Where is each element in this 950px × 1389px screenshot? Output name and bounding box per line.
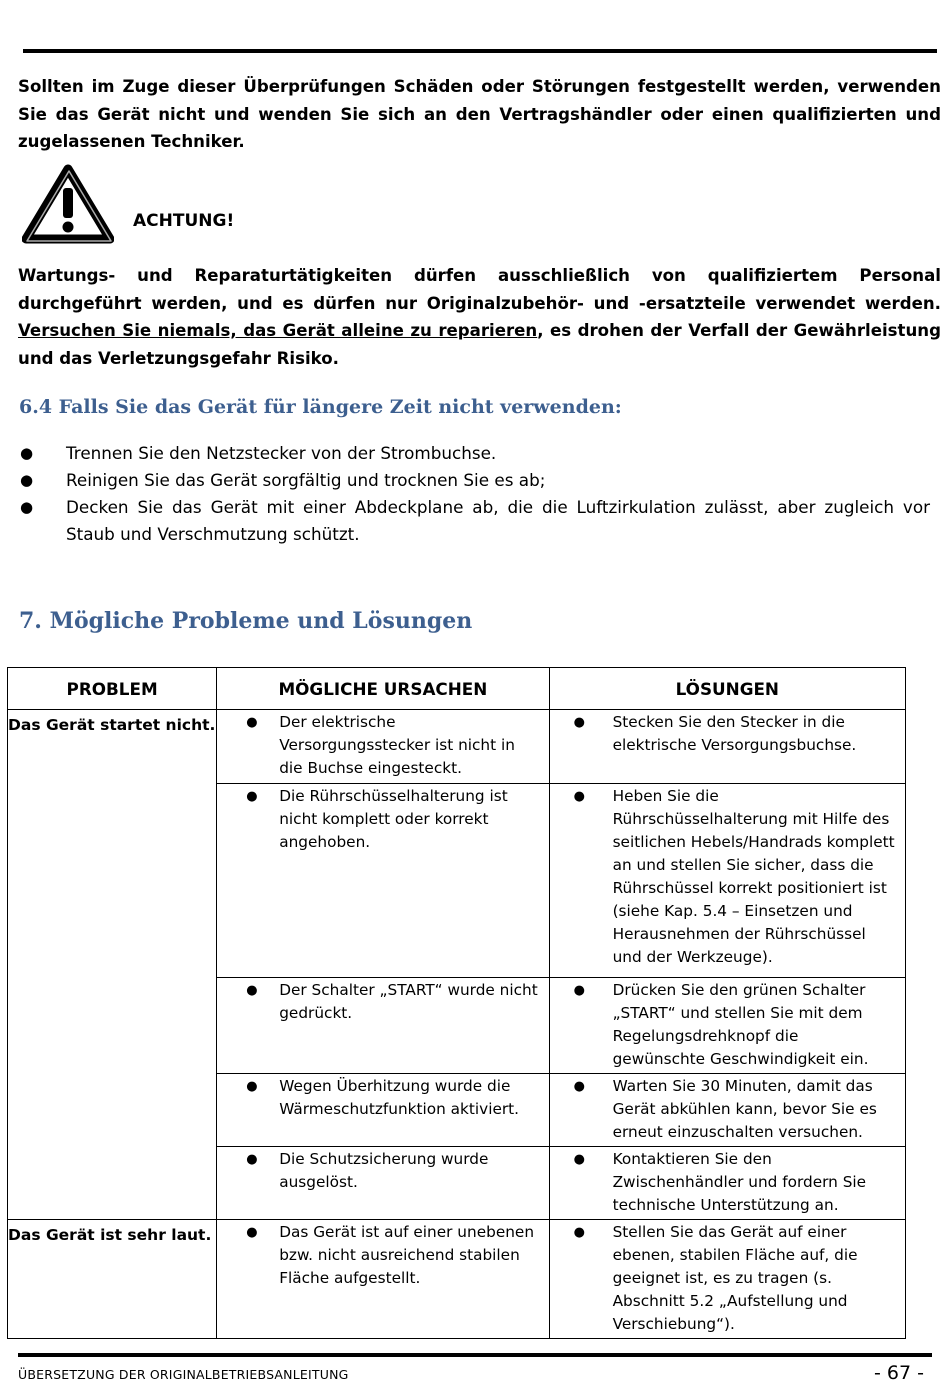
warning-text-part2: , es drohen der Verfall der Gewährleistung und das Verletzungsgefahr Risiko.	[18, 321, 941, 368]
bullet-icon: ●	[573, 715, 585, 730]
cause-text: Der Schalter „START“ wurde nicht gedrückt.	[279, 981, 538, 1022]
cause-text: Die Rührschüsselhalterung ist nicht komplett oder korrekt angehoben.	[279, 787, 508, 851]
solution-cell	[549, 1147, 905, 1220]
solution-text: Warten Sie 30 Minuten, damit das Gerät abkühlen kann, bevor Sie es erneut einzuschalten versuchen.	[612, 1077, 877, 1141]
bullet-icon: ●	[246, 789, 258, 804]
list-item-text: Reinigen Sie das Gerät sorgfältig und trocknen Sie es ab;	[66, 470, 546, 490]
list-item-text: Trennen Sie den Netzstecker von der Strombuchse.	[66, 443, 497, 463]
solution-text: Stecken Sie den Stecker in die elektrische Versorgungsbuchse.	[612, 713, 857, 754]
bullet-icon: ●	[20, 471, 34, 489]
solution-text: Heben Sie die Rührschüsselhalterung mit Hilfe des seitlichen Hebels/Handrads komplett an und stellen Sie sicher, dass die Rührschüssel korrekt positioniert ist (siehe Kap. 5.4 – Einsetzen und Herausnehmen der Rührschüssel und der Werkzeuge).	[612, 787, 895, 966]
problems-table	[7, 667, 906, 1339]
bullet-icon: ●	[20, 444, 34, 462]
bullet-icon: ●	[573, 1225, 585, 1240]
list-item	[18, 467, 930, 494]
header-solutions: LÖSUNGEN	[549, 668, 905, 710]
list-item	[18, 494, 930, 548]
solution-text: Kontaktieren Sie den Zwischenhändler und fordern Sie technische Unterstützung an.	[612, 1150, 867, 1214]
cause-text: Die Schutzsicherung wurde ausgelöst.	[279, 1150, 489, 1191]
cause-cell	[217, 1220, 549, 1339]
solution-text: Drücken Sie den grünen Schalter „START“ und stellen Sie mit dem Regelungsdrehknopf die gewünschte Geschwindigkeit ein.	[612, 981, 869, 1068]
bullet-icon: ●	[246, 715, 258, 730]
bullet-icon: ●	[246, 1079, 258, 1094]
warning-paragraph	[18, 262, 941, 372]
warning-label: ACHTUNG!	[133, 211, 235, 231]
section-6-4-heading: 6.4 Falls Sie das Gerät für längere Zeit nicht verwenden:	[19, 396, 622, 418]
solution-cell	[549, 784, 905, 978]
table-header-row	[8, 668, 906, 710]
cause-cell	[217, 1074, 549, 1147]
header-problem: PROBLEM	[8, 668, 217, 710]
solution-cell	[549, 1074, 905, 1147]
problem-cell: Das Gerät startet nicht.	[8, 710, 217, 1220]
page-number: - 67 -	[874, 1362, 924, 1384]
bullet-icon: ●	[573, 983, 585, 998]
top-rule	[23, 49, 937, 53]
footer-title: ÜBERSETZUNG DER ORIGINALBETRIEBSANLEITUNG	[18, 1367, 349, 1382]
bullet-icon: ●	[20, 498, 34, 516]
bullet-icon: ●	[573, 789, 585, 804]
solution-cell	[549, 1220, 905, 1339]
list-item-text: Decken Sie das Gerät mit einer Abdeckplane ab, die die Luftzirkulation zulässt, aber zugleich vor Staub und Verschmutzung schützt.	[66, 497, 930, 544]
warning-text-part1: Wartungs- und Reparaturtätigkeiten dürfen ausschließlich von qualifiziertem Personal durchgeführt werden, und es dürfen nur Originalzubehör- und -ersatzteile verwendet werden.	[18, 266, 941, 313]
cause-cell	[217, 784, 549, 978]
bullet-icon: ●	[246, 1225, 258, 1240]
cause-cell	[217, 978, 549, 1074]
cause-text: Das Gerät ist auf einer unebenen bzw. nicht ausreichend stabilen Fläche aufgestellt.	[279, 1223, 535, 1287]
problem-cell: Das Gerät ist sehr laut.	[8, 1220, 217, 1339]
section-7-heading: 7. Mögliche Probleme und Lösungen	[19, 608, 473, 634]
cause-cell	[217, 1147, 549, 1220]
bullet-icon: ●	[246, 1152, 258, 1167]
section-6-4-bullet-list	[18, 440, 930, 548]
cause-cell	[217, 710, 549, 784]
solution-cell	[549, 710, 905, 784]
bullet-icon: ●	[246, 983, 258, 998]
cause-text: Der elektrische Versorgungsstecker ist nicht in die Buchse eingesteckt.	[279, 713, 515, 777]
list-item	[18, 440, 930, 467]
bullet-icon: ●	[573, 1079, 585, 1094]
cause-text: Wegen Überhitzung wurde die Wärmeschutzfunktion aktiviert.	[279, 1077, 520, 1118]
warning-triangle-icon	[22, 164, 114, 244]
intro-paragraph: Sollten im Zuge dieser Überprüfungen Schäden oder Störungen festgestellt werden, verwenden Sie das Gerät nicht und wenden Sie sich an den Vertragshändler oder einen qualifizierten und zugelassenen Techniker.	[18, 77, 941, 151]
bottom-rule	[18, 1353, 932, 1357]
solution-cell	[549, 978, 905, 1074]
bullet-icon: ●	[573, 1152, 585, 1167]
warning-text-underlined: Versuchen Sie niemals, das Gerät alleine zu reparieren	[18, 321, 538, 340]
table-row	[8, 710, 906, 784]
header-causes: MÖGLICHE URSACHEN	[217, 668, 549, 710]
table-row	[8, 1220, 906, 1339]
solution-text: Stellen Sie das Gerät auf einer ebenen, stabilen Fläche auf, die geeignet ist, es zu tragen (s. Abschnitt 5.2 „Aufstellung und Verschiebung“).	[612, 1223, 858, 1333]
